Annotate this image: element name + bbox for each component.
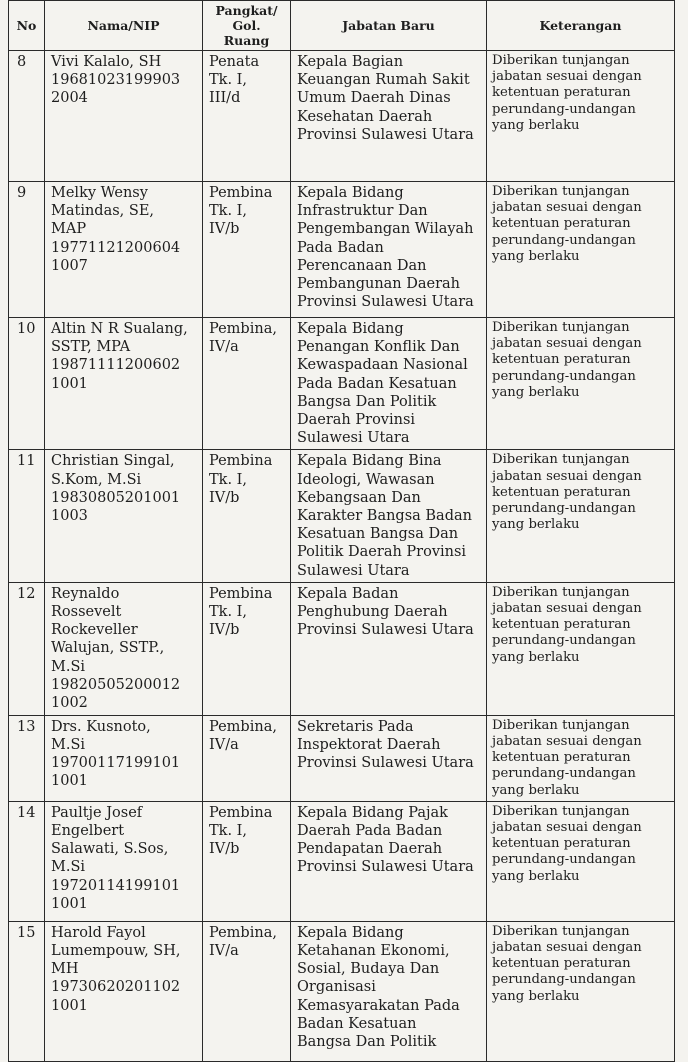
cell-pangkat-golongan-line: IV/a bbox=[209, 339, 239, 356]
cell-nama-nip-line: Rossevelt bbox=[51, 604, 122, 621]
cell-nama-nip-line: 19730620201102 bbox=[51, 979, 181, 996]
cell-keterangan-line: perundang-undangan bbox=[492, 766, 636, 782]
cell-nama-nip-line: 1001 bbox=[51, 375, 88, 392]
cell-no: 13 bbox=[9, 715, 45, 801]
cell-nama-nip-line: 19871111200602 bbox=[51, 357, 181, 374]
table-body bbox=[9, 51, 675, 1062]
cell-keterangan-line: ketentuan peraturan bbox=[492, 216, 631, 232]
cell-nama-nip bbox=[45, 582, 203, 715]
cell-jabatan-baru-line: Daerah Pada Badan bbox=[297, 823, 443, 840]
cell-jabatan-baru-line: Kepala Badan bbox=[297, 585, 399, 602]
header-keterangan: Keterangan bbox=[487, 1, 675, 51]
cell-pangkat-golongan-line: Tk. I, bbox=[209, 604, 248, 621]
cell-pangkat-golongan-line: III/d bbox=[209, 90, 241, 107]
cell-keterangan-line: ketentuan peraturan bbox=[492, 484, 631, 500]
cell-nama-nip-line: 19820505200012 bbox=[51, 676, 181, 693]
cell-jabatan-baru-line: Pembangunan Daerah bbox=[297, 276, 461, 293]
cell-nama-nip bbox=[45, 51, 203, 182]
cell-pangkat-golongan bbox=[203, 801, 291, 921]
cell-nama-nip-line: Drs. Kusnoto, bbox=[51, 718, 151, 735]
cell-keterangan-line: yang berlaku bbox=[492, 988, 580, 1004]
cell-pangkat-golongan-line: Pembina bbox=[209, 804, 273, 821]
cell-jabatan-baru-line: Ideologi, Wawasan bbox=[297, 471, 435, 488]
cell-jabatan-baru-line: Provinsi Sulawesi Utara bbox=[297, 755, 474, 772]
cell-keterangan-line: jabatan sesuai dengan bbox=[492, 940, 642, 956]
cell-keterangan-line: ketentuan peraturan bbox=[492, 85, 631, 101]
cell-pangkat-golongan bbox=[203, 182, 291, 318]
cell-no: 15 bbox=[9, 921, 45, 1061]
cell-nama-nip-line: 19771121200604 bbox=[51, 239, 181, 256]
cell-nama-nip-line: 19720114199101 bbox=[51, 877, 181, 894]
cell-pangkat-golongan-line: Pembina, bbox=[209, 924, 277, 941]
cell-pangkat-golongan-line: IV/a bbox=[209, 737, 239, 754]
cell-nama-nip-line: 1001 bbox=[51, 773, 88, 790]
cell-pangkat-golongan-line: Pembina bbox=[209, 585, 273, 602]
cell-pangkat-golongan bbox=[203, 450, 291, 582]
cell-jabatan-baru-line: Pengembangan Wilayah bbox=[297, 221, 474, 238]
cell-nama-nip bbox=[45, 450, 203, 582]
cell-nama-nip-line: M.Si bbox=[51, 658, 86, 675]
cell-nama-nip-line: Reynaldo bbox=[51, 585, 120, 602]
cell-jabatan-baru-line: Daerah Provinsi bbox=[297, 412, 416, 429]
cell-jabatan-baru-line: Kemasyarakatan Pada bbox=[297, 997, 460, 1014]
cell-pangkat-golongan bbox=[203, 582, 291, 715]
cell-nama-nip-line: M.Si bbox=[51, 859, 86, 876]
header-jabatan-baru: Jabatan Baru bbox=[291, 1, 487, 51]
cell-jabatan-baru-line: Politik Daerah Provinsi bbox=[297, 544, 467, 561]
cell-nama-nip bbox=[45, 715, 203, 801]
cell-jabatan-baru-line: Perencanaan Dan bbox=[297, 257, 427, 274]
cell-jabatan-baru-line: Organisasi bbox=[297, 979, 376, 996]
cell-jabatan-baru-line: Umum Daerah Dinas bbox=[297, 90, 451, 107]
cell-keterangan-line: yang berlaku bbox=[492, 649, 580, 665]
cell-nama-nip-line: Walujan, SSTP., bbox=[51, 640, 165, 657]
cell-jabatan-baru-line: Penghubung Daerah bbox=[297, 604, 448, 621]
cell-jabatan-baru-line: Kesehatan Daerah bbox=[297, 108, 433, 125]
header-pangkat-line: Ruang bbox=[223, 33, 270, 48]
cell-jabatan-baru-line: Provinsi Sulawesi Utara bbox=[297, 622, 474, 639]
cell-no: 8 bbox=[9, 51, 45, 182]
cell-keterangan-line: Diberikan tunjangan bbox=[492, 320, 630, 335]
cell-nama-nip-line: Christian Singal, bbox=[51, 453, 175, 470]
cell-jabatan-baru-line: Penangan Konflik Dan bbox=[297, 339, 460, 356]
cell-no: 14 bbox=[9, 801, 45, 921]
cell-keterangan bbox=[487, 450, 675, 582]
cell-jabatan-baru-line: Sulawesi Utara bbox=[297, 562, 410, 579]
cell-jabatan-baru-line: Kepala Bagian bbox=[297, 54, 404, 70]
cell-keterangan bbox=[487, 51, 675, 182]
header-row bbox=[9, 1, 675, 51]
cell-jabatan-baru-line: Kepala Bidang Bina bbox=[297, 453, 442, 470]
cell-pangkat-golongan-line: Pembina bbox=[209, 453, 273, 470]
cell-keterangan-line: Diberikan tunjangan bbox=[492, 584, 630, 600]
cell-keterangan-line: perundang-undangan bbox=[492, 852, 636, 868]
cell-jabatan-baru-line: Ketahanan Ekonomi, bbox=[297, 943, 450, 960]
cell-nama-nip-line: 19700117199101 bbox=[51, 755, 181, 772]
cell-jabatan-baru-line: Pendapatan Daerah bbox=[297, 841, 443, 858]
cell-nama-nip-line: 2004 bbox=[51, 90, 88, 107]
cell-pangkat-golongan-line: Pembina, bbox=[209, 718, 277, 735]
cell-nama-nip-line: Harold Fayol bbox=[51, 924, 146, 941]
cell-pangkat-golongan-line: Tk. I, bbox=[209, 471, 248, 488]
cell-jabatan-baru-line: Infrastruktur Dan bbox=[297, 203, 428, 220]
cell-nama-nip-line: Engelbert bbox=[51, 823, 125, 840]
cell-keterangan-line: jabatan sesuai dengan bbox=[492, 601, 642, 617]
cell-jabatan-baru bbox=[291, 715, 487, 801]
cell-jabatan-baru-line: Badan Kesatuan bbox=[297, 1015, 417, 1032]
cell-pangkat-golongan bbox=[203, 51, 291, 182]
cell-jabatan-baru-line: Kebangsaan Dan bbox=[297, 489, 421, 506]
cell-pangkat-golongan-line: Pembina, bbox=[209, 321, 277, 337]
cell-pangkat-golongan-line: Tk. I, bbox=[209, 203, 248, 220]
cell-jabatan-baru-line: Sulawesi Utara bbox=[297, 430, 410, 447]
cell-jabatan-baru-line: Karakter Bangsa Badan bbox=[297, 508, 472, 525]
cell-pangkat-golongan-line: IV/b bbox=[209, 221, 240, 238]
cell-nama-nip bbox=[45, 921, 203, 1061]
cell-pangkat-golongan bbox=[203, 318, 291, 450]
cell-nama-nip-line: 1007 bbox=[51, 257, 88, 274]
cell-nama-nip-line: Rockeveller bbox=[51, 622, 138, 639]
cell-jabatan-baru bbox=[291, 51, 487, 182]
appointment-table bbox=[8, 0, 675, 1062]
cell-nama-nip-line: S.Kom, M.Si bbox=[51, 471, 142, 488]
cell-no: 12 bbox=[9, 582, 45, 715]
table-row bbox=[9, 450, 675, 582]
cell-pangkat-golongan bbox=[203, 921, 291, 1061]
table-row bbox=[9, 51, 675, 182]
cell-jabatan-baru-line: Bangsa Dan Politik bbox=[297, 1034, 437, 1051]
cell-nama-nip-line: 1002 bbox=[51, 695, 88, 712]
cell-nama-nip-line: Matindas, SE, bbox=[51, 203, 155, 220]
cell-nama-nip-line: Paultje Josef bbox=[51, 804, 143, 821]
header-pangkat-line: Pangkat/ bbox=[215, 3, 278, 18]
header-pangkat bbox=[203, 1, 291, 51]
cell-jabatan-baru-line: Kepala Bidang Pajak bbox=[297, 804, 448, 821]
cell-jabatan-baru-line: Kesatuan Bangsa Dan bbox=[297, 526, 459, 543]
cell-keterangan-line: Diberikan tunjangan bbox=[492, 803, 630, 819]
cell-jabatan-baru bbox=[291, 182, 487, 318]
cell-no: 10 bbox=[9, 318, 45, 450]
cell-keterangan-line: perundang-undangan bbox=[492, 501, 636, 517]
cell-jabatan-baru-line: Sosial, Budaya Dan bbox=[297, 961, 440, 978]
cell-keterangan bbox=[487, 582, 675, 715]
cell-jabatan-baru-line: Provinsi Sulawesi Utara bbox=[297, 126, 474, 143]
cell-pangkat-golongan-line: IV/b bbox=[209, 622, 240, 639]
cell-keterangan bbox=[487, 182, 675, 318]
cell-keterangan-line: Diberikan tunjangan bbox=[492, 184, 630, 199]
cell-jabatan-baru bbox=[291, 921, 487, 1061]
table-row bbox=[9, 582, 675, 715]
cell-nama-nip-line: Lumempouw, SH, bbox=[51, 943, 181, 960]
cell-nama-nip-line: 1001 bbox=[51, 895, 88, 912]
cell-nama-nip-line: Salawati, S.Sos, bbox=[51, 841, 169, 858]
cell-keterangan-line: yang berlaku bbox=[492, 868, 580, 884]
cell-jabatan-baru-line: Provinsi Sulawesi Utara bbox=[297, 294, 474, 311]
cell-jabatan-baru bbox=[291, 801, 487, 921]
cell-jabatan-baru-line: Inspektorat Daerah bbox=[297, 737, 441, 754]
cell-keterangan-line: yang berlaku bbox=[492, 517, 580, 533]
cell-keterangan-line: Diberikan tunjangan bbox=[492, 923, 630, 939]
cell-nama-nip bbox=[45, 801, 203, 921]
cell-nama-nip-line: Altin N R Sualang, bbox=[51, 321, 188, 337]
header-no: No bbox=[9, 1, 45, 51]
cell-keterangan-line: perundang-undangan bbox=[492, 232, 636, 248]
cell-keterangan-line: ketentuan peraturan bbox=[492, 956, 631, 972]
cell-nama-nip-line: 1001 bbox=[51, 997, 88, 1014]
cell-pangkat-golongan-line: Pembina bbox=[209, 185, 273, 201]
cell-pangkat-golongan-line: Tk. I, bbox=[209, 72, 248, 89]
cell-keterangan-line: Diberikan tunjangan bbox=[492, 452, 630, 468]
cell-keterangan-line: Diberikan tunjangan bbox=[492, 53, 630, 68]
cell-pangkat-golongan-line: IV/b bbox=[209, 489, 240, 506]
cell-nama-nip bbox=[45, 318, 203, 450]
cell-keterangan-line: jabatan sesuai dengan bbox=[492, 200, 642, 216]
cell-keterangan-line: ketentuan peraturan bbox=[492, 750, 631, 766]
cell-keterangan-line: perundang-undangan bbox=[492, 101, 636, 117]
cell-nama-nip-line: 19830805201001 bbox=[51, 489, 181, 506]
cell-keterangan-line: yang berlaku bbox=[492, 248, 580, 264]
cell-nama-nip bbox=[45, 182, 203, 318]
cell-pangkat-golongan bbox=[203, 715, 291, 801]
table-row bbox=[9, 801, 675, 921]
cell-keterangan-line: jabatan sesuai dengan bbox=[492, 820, 642, 836]
cell-jabatan-baru bbox=[291, 582, 487, 715]
cell-keterangan-line: ketentuan peraturan bbox=[492, 836, 631, 852]
table-row bbox=[9, 182, 675, 318]
cell-keterangan-line: perundang-undangan bbox=[492, 972, 636, 988]
cell-jabatan-baru-line: Bangsa Dan Politik bbox=[297, 393, 437, 410]
cell-keterangan bbox=[487, 318, 675, 450]
cell-nama-nip-line: 19681023199903 bbox=[51, 72, 181, 89]
cell-keterangan-line: jabatan sesuai dengan bbox=[492, 468, 642, 484]
cell-keterangan-line: ketentuan peraturan bbox=[492, 617, 631, 633]
cell-jabatan-baru bbox=[291, 450, 487, 582]
cell-keterangan-line: perundang-undangan bbox=[492, 633, 636, 649]
cell-jabatan-baru-line: Kepala Bidang bbox=[297, 924, 404, 941]
cell-nama-nip-line: MH bbox=[51, 961, 79, 978]
cell-keterangan-line: jabatan sesuai dengan bbox=[492, 734, 642, 750]
cell-jabatan-baru-line: Sekretaris Pada bbox=[297, 718, 414, 735]
cell-jabatan-baru-line: Pada Badan Kesatuan bbox=[297, 375, 457, 392]
cell-keterangan-line: ketentuan peraturan bbox=[492, 352, 631, 368]
cell-nama-nip-line: MAP bbox=[51, 221, 87, 238]
cell-nama-nip-line: Vivi Kalalo, SH bbox=[51, 54, 162, 70]
cell-keterangan-line: jabatan sesuai dengan bbox=[492, 336, 642, 352]
cell-pangkat-golongan-line: Tk. I, bbox=[209, 823, 248, 840]
cell-pangkat-golongan-line: Penata bbox=[209, 54, 260, 70]
cell-nama-nip-line: Melky Wensy bbox=[51, 185, 148, 201]
cell-keterangan-line: perundang-undangan bbox=[492, 368, 636, 384]
cell-nama-nip-line: M.Si bbox=[51, 737, 86, 754]
table-row bbox=[9, 318, 675, 450]
cell-nama-nip-line: 1003 bbox=[51, 508, 88, 525]
cell-keterangan-line: yang berlaku bbox=[492, 782, 580, 798]
cell-jabatan-baru-line: Kepala Bidang bbox=[297, 185, 404, 201]
cell-jabatan-baru-line: Keuangan Rumah Sakit bbox=[297, 72, 470, 89]
cell-keterangan-line: Diberikan tunjangan bbox=[492, 717, 630, 733]
cell-pangkat-golongan-line: IV/a bbox=[209, 943, 239, 960]
header-nama-nip: Nama/NIP bbox=[45, 1, 203, 51]
table-row bbox=[9, 921, 675, 1061]
cell-nama-nip-line: SSTP, MPA bbox=[51, 339, 131, 356]
cell-keterangan-line: yang berlaku bbox=[492, 117, 580, 133]
cell-jabatan-baru-line: Kewaspadaan Nasional bbox=[297, 357, 468, 374]
cell-jabatan-baru bbox=[291, 318, 487, 450]
cell-jabatan-baru-line: Kepala Bidang bbox=[297, 321, 404, 337]
table-header bbox=[9, 1, 675, 51]
cell-pangkat-golongan-line: IV/b bbox=[209, 841, 240, 858]
cell-keterangan-line: yang berlaku bbox=[492, 384, 580, 400]
cell-no: 11 bbox=[9, 450, 45, 582]
cell-keterangan-line: jabatan sesuai dengan bbox=[492, 69, 642, 85]
cell-keterangan bbox=[487, 921, 675, 1061]
cell-keterangan bbox=[487, 715, 675, 801]
cell-keterangan bbox=[487, 801, 675, 921]
header-pangkat-line: Gol. bbox=[232, 18, 261, 33]
cell-jabatan-baru-line: Provinsi Sulawesi Utara bbox=[297, 859, 474, 876]
cell-no: 9 bbox=[9, 182, 45, 318]
table-row bbox=[9, 715, 675, 801]
cell-jabatan-baru-line: Pada Badan bbox=[297, 239, 384, 256]
